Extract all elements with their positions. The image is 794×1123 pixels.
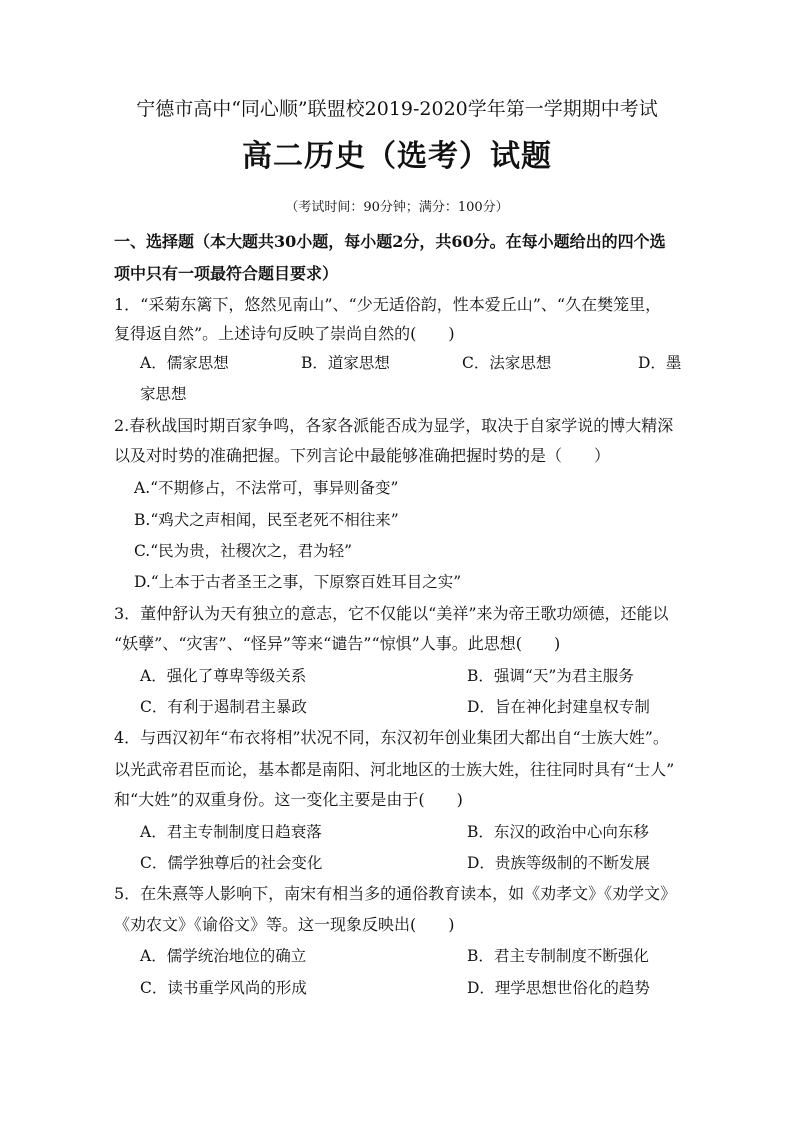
q1-stem-line1: 1．“采菊东篱下，悠然见南山”、“少无适俗韵，性本爱丘山”、“久在樊笼里，: [114, 295, 662, 314]
q4-stem-line1: 4．与西汉初年“布衣将相”状况不同，东汉初年创业集团大都出自“士族大姓”。: [114, 728, 669, 747]
q1-stem-line2: 复得返自然”。上述诗句反映了崇尚自然的( ): [114, 324, 455, 343]
section-heading-line2: 项中只有一项最符合题目要求）: [114, 264, 339, 283]
q2-option-d: D.“上本于古者圣王之事，下原察百姓耳目之实”: [134, 573, 462, 591]
q2-stem-line1: 2.春秋战国时期百家争鸣，各家各派能否成为显学，取决于自家学说的博大精深: [114, 416, 674, 435]
q2-option-b: B.“鸡犬之声相闻，民至老死不相往来”: [134, 511, 399, 529]
q1-option-d-wrap: 家思想: [140, 385, 187, 403]
q3-option-b: B．强调“天”为君主服务: [467, 667, 634, 685]
q5-stem-line2: 《劝农文》《谕俗文》等。这一现象反映出( ): [114, 915, 455, 934]
q4-option-b: B．东汉的政治中心向东移: [467, 823, 649, 841]
school-heading: 宁德市高中“同心顺”联盟校2019-2020学年第一学期期中考试: [136, 98, 658, 120]
exam-title: 高二历史（选考）试题: [242, 139, 552, 174]
q3-option-d: D．旨在神化封建皇权专制: [467, 698, 650, 716]
exam-info: （考试时间：90分钟；满分：100分）: [285, 200, 509, 215]
q1-option-b: B．道家思想: [301, 354, 390, 372]
q4-option-a: A．君主专制制度日趋衰落: [140, 823, 322, 841]
q3-option-c: C．有利于遏制君主暴政: [140, 698, 307, 716]
q1-option-c: C．法家思想: [462, 354, 552, 372]
q1-option-d: D．墨: [638, 354, 682, 372]
q4-stem-line2: 以光武帝君臣而论，基本都是南阳、河北地区的士族大姓，往往同时具有“士人”: [114, 760, 675, 779]
q2-stem-line2: 以及对时势的准确把握。下列言论中最能够准确把握时势的是（ ）: [114, 446, 611, 465]
q3-stem-line1: 3．董仲舒认为天有独立的意志，它不仅能以“美祥”来为帝王歌功颂德，还能以: [114, 604, 669, 623]
section-heading-line1: 一、选择题（本大题共30小题，每小题2分，共60分。在每小题给出的四个选: [114, 232, 666, 251]
q5-option-a: A．儒学统治地位的确立: [140, 947, 307, 965]
q4-option-d: D．贵族等级制的不断发展: [467, 854, 650, 872]
q4-stem-line3: 和“大姓”的双重身份。这一变化主要是由于( ): [114, 790, 463, 809]
q2-option-c: C.“民为贵，社稷次之，君为轻”: [134, 542, 353, 560]
q1-option-a: A．儒家思想: [140, 354, 229, 372]
q3-stem-line2: “妖孽”、“灾害”、“怪异”等来“谴告”“惊惧”人事。此思想( ): [114, 634, 561, 653]
q4-option-c: C．儒学独尊后的社会变化: [140, 854, 323, 872]
q5-option-d: D．理学思想世俗化的趋势: [467, 979, 650, 997]
q5-option-b: B．君主专制制度不断强化: [467, 947, 649, 965]
q3-option-a: A．强化了尊卑等级关系: [140, 667, 307, 685]
q2-option-a: A.“不期修占，不法常可，事异则备变”: [134, 479, 399, 497]
q5-option-c: C．读书重学风尚的形成: [140, 979, 307, 997]
q5-stem-line1: 5．在朱熹等人影响下，南宋有相当多的通俗教育读本，如《劝孝文》《劝学文》: [114, 884, 677, 903]
